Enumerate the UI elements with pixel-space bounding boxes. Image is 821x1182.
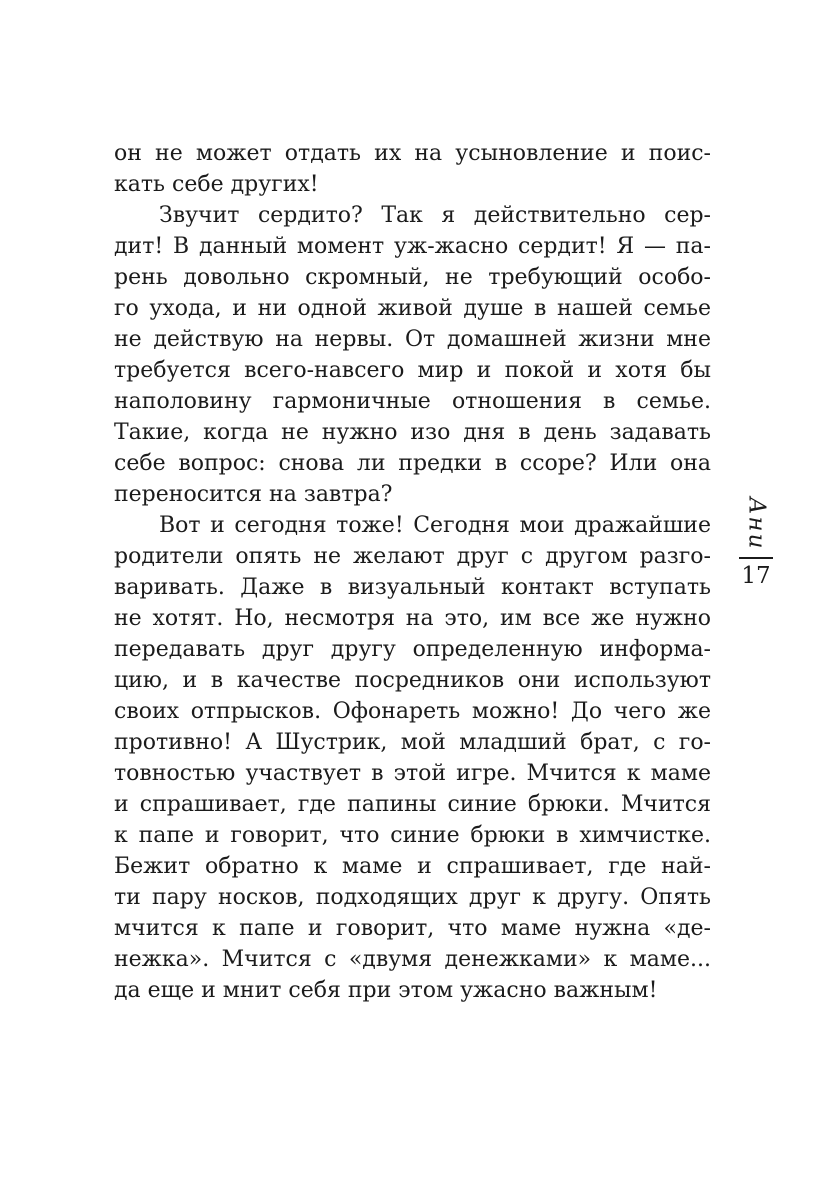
text-line: дит! В данный момент уж-жасно сердит! Я — па- <box>114 234 711 259</box>
margin-header <box>730 497 782 590</box>
text-line: себе вопрос: снова ли предки в ссоре? Или она <box>114 451 711 476</box>
body-text <box>114 138 711 1006</box>
text-line: цию, и в качестве посредников они используют <box>114 668 711 693</box>
text-line: переносится на завтра? <box>114 482 393 507</box>
paragraph <box>114 200 711 510</box>
running-head-label: Ани <box>743 497 770 551</box>
text-line: и спрашивает, где папины синие брюки. Мчится <box>114 792 711 817</box>
text-line: мчится к папе и говорит, что маме нужна «де- <box>114 916 711 941</box>
text-line: к папе и говорит, что синие брюки в химчистке. <box>114 823 711 848</box>
text-line: требуется всего-навсего мир и покой и хотя бы <box>114 358 711 383</box>
text-line: го ухода, и ни одной живой душе в нашей семье <box>114 296 711 321</box>
text-line: нежка». Мчится с «двумя денежками» к маме... <box>114 947 711 972</box>
text-line: Бежит обратно к маме и спрашивает, где най- <box>114 854 711 879</box>
paragraph <box>114 510 711 1006</box>
paragraph <box>114 138 711 200</box>
text-line: не хотят. Но, несмотря на это, им все же нужно <box>114 606 711 631</box>
text-line: не действую на нервы. От домашней жизни мне <box>114 327 711 352</box>
text-line: да еще и мнит себя при этом ужасно важным! <box>114 978 658 1003</box>
text-line: варивать. Даже в визуальный контакт вступать <box>114 575 711 600</box>
text-line: Вот и сегодня тоже! Сегодня мои дражайшие <box>159 513 711 538</box>
text-line: родители опять не желают друг с другом разго- <box>114 544 711 569</box>
text-line: он не может отдать их на усыновление и поис- <box>114 141 711 166</box>
text-line: своих отпрысков. Офонареть можно! До чего же <box>114 699 711 724</box>
text-line: товностью участвует в этой игре. Мчится к маме <box>114 761 711 786</box>
text-line: ти пару носков, подходящих друг к другу. Опять <box>114 885 711 910</box>
text-line: Такие, когда не нужно изо дня в день задавать <box>114 420 711 445</box>
text-line: противно! А Шустрик, мой младший брат, с го- <box>114 730 711 755</box>
text-line: рень довольно скромный, не требующий особо- <box>114 265 711 290</box>
text-line: Звучит сердито? Так я действительно сер- <box>159 203 711 228</box>
margin-rule <box>739 557 773 559</box>
page-number: 17 <box>741 563 771 590</box>
text-line: наполовину гармоничные отношения в семье. <box>114 389 711 414</box>
text-line: передавать друг другу определенную информа- <box>114 637 711 662</box>
text-line: кать себе других! <box>114 172 319 197</box>
